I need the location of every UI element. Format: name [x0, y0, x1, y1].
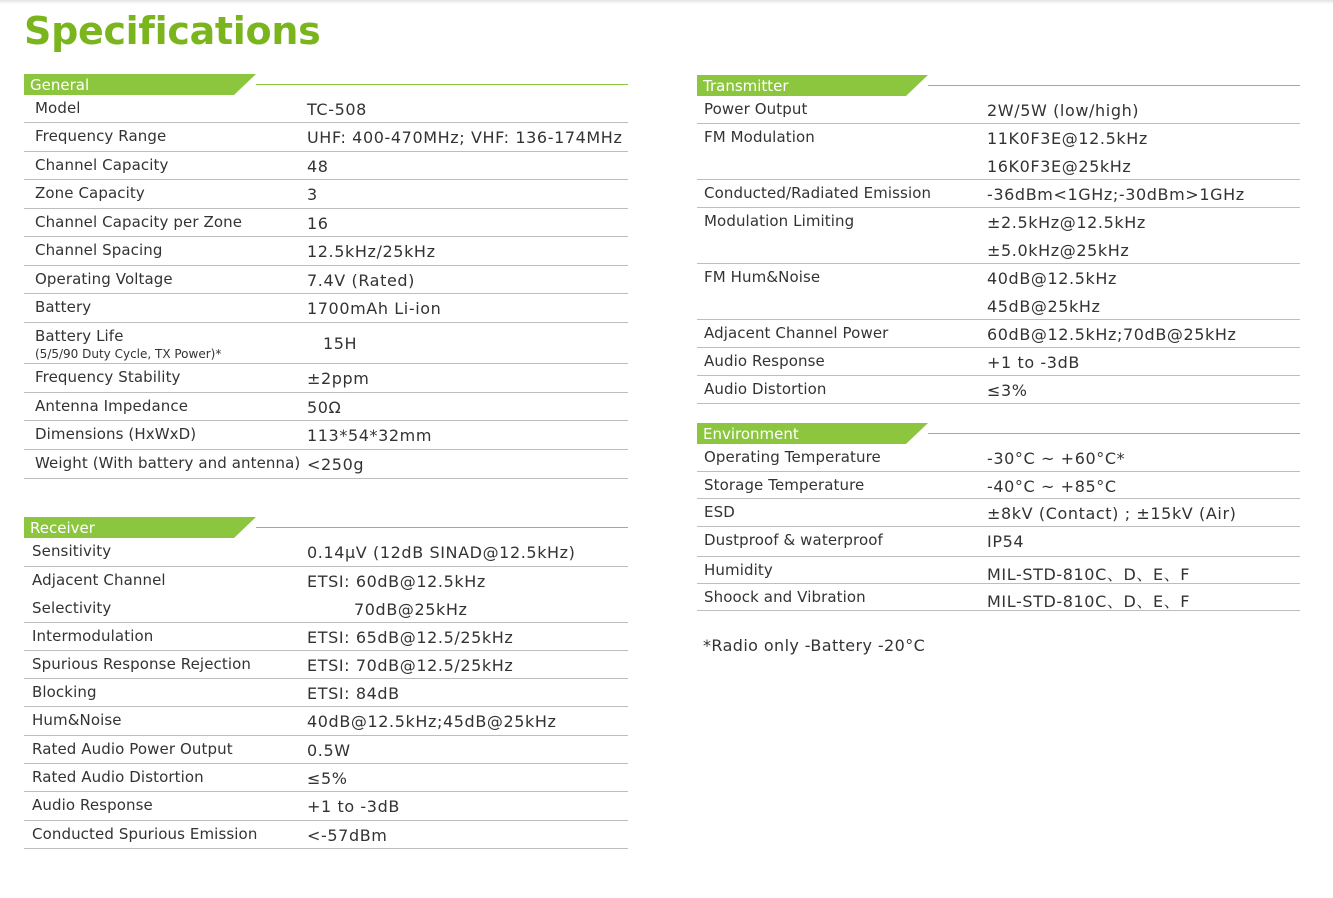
section-header-rule: [256, 84, 628, 85]
spec-label: Channel Capacity: [35, 156, 169, 174]
top-rule: [0, 0, 1333, 4]
spec-value: ETSI: 84dB: [307, 684, 400, 703]
spec-label: Humidity: [704, 561, 773, 579]
table-row: [24, 209, 628, 237]
spec-value: +1 to -3dB: [307, 797, 400, 816]
table-row: [697, 499, 1300, 527]
table-row: [24, 323, 628, 364]
spec-label: Conducted/Radiated Emission: [704, 184, 932, 202]
spec-label: Conducted Spurious Emission: [32, 825, 258, 843]
spec-value: 16: [307, 214, 329, 233]
spec-label: Shoock and Vibration: [704, 588, 866, 606]
spec-value: IP54: [987, 532, 1025, 551]
spec-label: Power Output: [704, 100, 808, 118]
table-row: [697, 557, 1300, 584]
spec-value-continued: 70dB@25kHz: [354, 600, 468, 619]
spec-label: FM Modulation: [704, 128, 815, 146]
section-title: Transmitter: [703, 77, 789, 95]
spec-value: ETSI: 65dB@12.5/25kHz: [307, 628, 514, 647]
spec-value: 40dB@12.5kHz;45dB@25kHz: [307, 712, 557, 731]
spec-label: Battery: [35, 298, 92, 316]
spec-value: 113*54*32mm: [307, 426, 433, 445]
spec-label: Spurious Response Rejection: [32, 655, 252, 673]
spec-table: [697, 444, 1300, 611]
spec-value: ETSI: 60dB@12.5kHz: [307, 572, 486, 591]
table-row: [24, 651, 628, 679]
table-row: [24, 450, 628, 479]
table-row: [697, 264, 1300, 320]
footnote: *Radio only -Battery -20°C: [703, 636, 926, 655]
spec-label: Operating Temperature: [704, 448, 881, 466]
spec-value: ETSI: 70dB@12.5/25kHz: [307, 656, 514, 675]
table-row: [24, 567, 628, 623]
general-section: [24, 74, 628, 479]
spec-value: MIL-STD-810C、D、E、F: [987, 592, 1191, 611]
table-row: [697, 527, 1300, 557]
spec-value: MIL-STD-810C、D、E、F: [987, 565, 1191, 584]
table-row: [24, 95, 628, 123]
table-row: [24, 152, 628, 180]
table-row: [24, 237, 628, 266]
table-row: [697, 208, 1300, 264]
spec-value: ±2ppm: [307, 369, 370, 388]
table-row: [24, 421, 628, 450]
receiver-section: [24, 517, 628, 849]
spec-value: 12.5kHz/25kHz: [307, 242, 436, 261]
table-row: [24, 792, 628, 821]
spec-sublabel: (5/5/90 Duty Cycle, TX Power)*: [35, 347, 222, 361]
spec-label: Audio Response: [32, 796, 153, 814]
transmitter-section: [697, 75, 1300, 404]
spec-value: 50Ω: [307, 398, 342, 417]
spec-label: Rated Audio Distortion: [32, 768, 204, 786]
spec-value: <-57dBm: [307, 826, 388, 845]
spec-value: 1700mAh Li-ion: [307, 299, 442, 318]
section-header: [697, 423, 1300, 444]
section-title: General: [30, 76, 90, 94]
table-row: [24, 364, 628, 393]
table-row: [697, 124, 1300, 180]
spec-value: +1 to -3dB: [987, 353, 1080, 372]
spec-table: [24, 95, 628, 479]
spec-label: Dimensions (HxWxD): [35, 425, 197, 443]
spec-table: [697, 96, 1300, 404]
spec-label: Model: [35, 99, 81, 117]
table-row: [24, 736, 628, 764]
spec-value: TC-508: [307, 100, 367, 119]
table-row: [24, 821, 628, 849]
spec-value: ±8kV (Contact) ; ±15kV (Air): [987, 504, 1237, 523]
table-row: [24, 679, 628, 707]
spec-value-continued: ±5.0kHz@25kHz: [987, 241, 1130, 260]
environment-section: [697, 423, 1300, 611]
spec-value: UHF: 400-470MHz; VHF: 136-174MHz: [307, 128, 623, 147]
section-header: [697, 75, 1300, 96]
spec-label: Sensitivity: [32, 542, 112, 560]
spec-label: Antenna Impedance: [35, 397, 189, 415]
spec-label: Hum&Noise: [32, 711, 122, 729]
table-row: [24, 266, 628, 294]
table-row: [24, 180, 628, 209]
spec-value: -40°C ~ +85°C: [987, 477, 1117, 496]
spec-label: Adjacent Channel: [32, 571, 166, 589]
spec-value: 0.5W: [307, 741, 351, 760]
spec-value: 15H: [323, 334, 358, 353]
spec-label: Rated Audio Power Output: [32, 740, 233, 758]
page-title: Specifications: [24, 9, 321, 53]
spec-value: ≤3%: [987, 381, 1028, 400]
spec-label: Weight (With battery and antenna): [35, 454, 301, 472]
table-row: [24, 764, 628, 792]
spec-label: Operating Voltage: [35, 270, 173, 288]
section-title: Receiver: [30, 519, 95, 537]
table-row: [697, 584, 1300, 611]
section-header-rule: [256, 527, 628, 528]
spec-value: 3: [307, 185, 318, 204]
spec-value: 40dB@12.5kHz: [987, 269, 1118, 288]
spec-label: Channel Capacity per Zone: [35, 213, 243, 231]
section-header-rule: [928, 85, 1300, 86]
table-row: [24, 393, 628, 421]
spec-label: Battery Life: [35, 327, 124, 345]
table-row: [697, 320, 1300, 348]
spec-label: Channel Spacing: [35, 241, 163, 259]
section-header-rule: [928, 433, 1300, 434]
spec-label: Zone Capacity: [35, 184, 145, 202]
section-title: Environment: [703, 425, 799, 443]
spec-value: -36dBm<1GHz;-30dBm>1GHz: [987, 185, 1245, 204]
table-row: [24, 538, 628, 567]
table-row: [697, 180, 1300, 208]
spec-value: <250g: [307, 455, 365, 474]
table-row: [697, 348, 1300, 376]
spec-table: [24, 538, 628, 849]
table-row: [697, 444, 1300, 472]
section-header: [24, 517, 628, 538]
spec-value: 60dB@12.5kHz;70dB@25kHz: [987, 325, 1237, 344]
spec-label: Blocking: [32, 683, 97, 701]
table-row: [697, 96, 1300, 124]
spec-label: Audio Response: [704, 352, 825, 370]
table-row: [697, 376, 1300, 404]
spec-label: Dustproof & waterproof: [704, 531, 883, 549]
spec-label: Adjacent Channel Power: [704, 324, 889, 342]
spec-label: Modulation Limiting: [704, 212, 855, 230]
spec-value: ≤5%: [307, 769, 348, 788]
section-header: [24, 74, 628, 95]
spec-label: Frequency Stability: [35, 368, 181, 386]
table-row: [24, 707, 628, 736]
spec-label: Audio Distortion: [704, 380, 827, 398]
spec-value: ±2.5kHz@12.5kHz: [987, 213, 1146, 232]
table-row: [697, 472, 1300, 499]
spec-label: Intermodulation: [32, 627, 154, 645]
spec-value: 0.14μV (12dB SINAD@12.5kHz): [307, 543, 576, 562]
spec-label: Frequency Range: [35, 127, 167, 145]
spec-label-continued: Selectivity: [32, 599, 112, 617]
spec-value: 7.4V (Rated): [307, 271, 416, 290]
spec-value: 2W/5W (low/high): [987, 101, 1140, 120]
spec-value: 48: [307, 157, 329, 176]
spec-value: 11K0F3E@12.5kHz: [987, 129, 1148, 148]
spec-label: FM Hum&Noise: [704, 268, 821, 286]
spec-value-continued: 16K0F3E@25kHz: [987, 157, 1132, 176]
table-row: [24, 123, 628, 152]
spec-value-continued: 45dB@25kHz: [987, 297, 1101, 316]
table-row: [24, 623, 628, 651]
spec-label: Storage Temperature: [704, 476, 865, 494]
spec-label: ESD: [704, 503, 735, 521]
table-row: [24, 294, 628, 323]
spec-value: -30°C ~ +60°C*: [987, 449, 1126, 468]
